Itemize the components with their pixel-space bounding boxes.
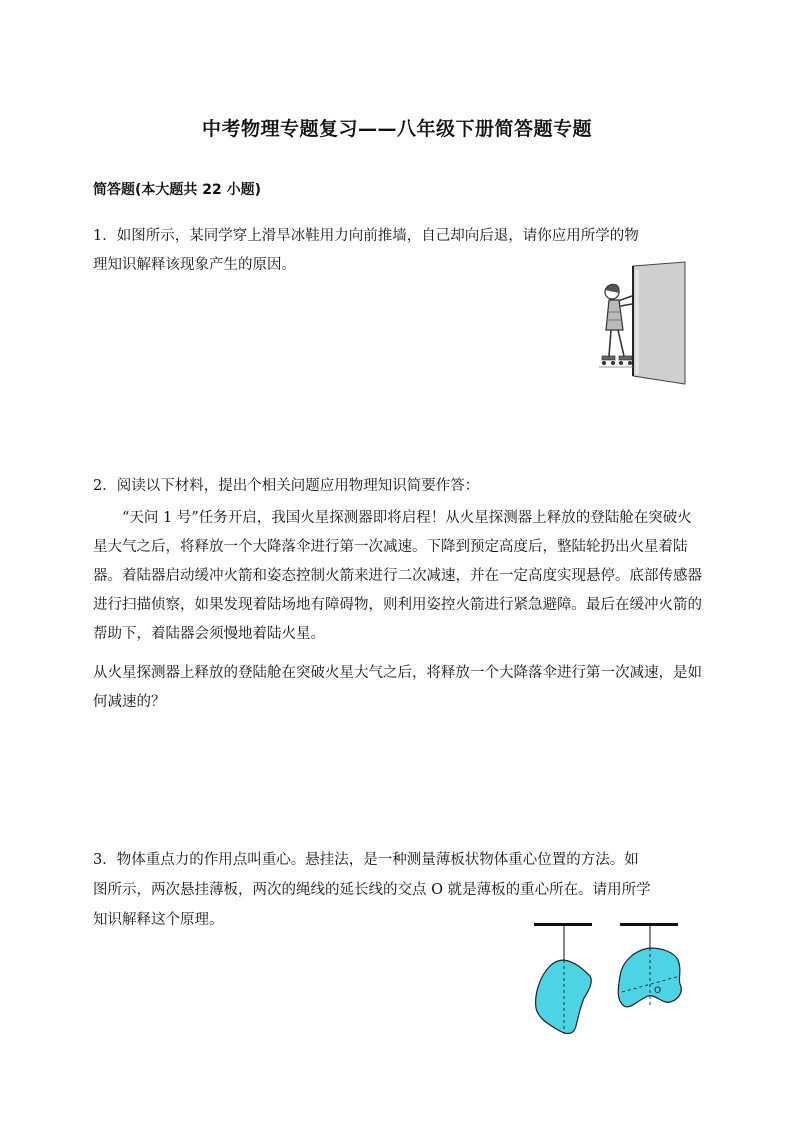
question-2-intro: 2．阅读以下材料，提出个相关问题应用物理知识简要作答： (93, 478, 480, 494)
wall-shape (633, 262, 685, 384)
left-suspension-bar (534, 923, 592, 926)
question-2-material: “天问 1 号”任务开启，我国火星探测器即将启程！从火星探测器上释放的登陆舱在突破火星大气之后，将释放一个大降落伞进行第一次减速。下降到预定高度后，整陆轮扔出火星着陆器。着陆器启动缓冲火箭和姿态控制火箭来进行二次减速，并在一定高度实现悬停。底部传感器进行扫描侦察，如果发现着陆场地有障碍物，则利用姿控火箭进行紧急避障。最后在缓冲火箭的帮助下，着陆器会须慢地着陆火星。 (93, 510, 702, 642)
section-heading: 简答题(本大题共 22 小题) (93, 182, 262, 198)
question-3-line-1: 3．物体重点力的作用点叫重心。悬挂法，是一种测量薄板状物体重心位置的方法。如 (93, 852, 639, 868)
question-1-line-1: 1．如图所示，某同学穿上滑旱冰鞋用力向前推墙，自己却向后退，请你应用所学的物 (93, 228, 639, 244)
left-plate-shape (536, 960, 592, 1033)
question-2-question: 从火星探测器上释放的登陆舱在突破火星大气之后，将释放一个大降落伞进行第一次减速，是如何减速的？ (93, 665, 702, 710)
center-of-gravity-label: O (654, 986, 662, 996)
question-3-line-2: 图所示，两次悬挂薄板，两次的绳线的延长线的交点 O 就是薄板的重心所在。请用所学 (93, 882, 651, 898)
page-title: 中考物理专题复习——八年级下册简答题专题 (201, 118, 592, 140)
person-pushing-wall-figure (597, 260, 689, 386)
question-1-line-2: 理知识解释该现象产生的原因。 (93, 257, 296, 273)
right-suspension-bar (620, 923, 678, 926)
suspended-plate-figure (528, 918, 694, 1042)
question-3-line-3: 知识解释这个原理。 (93, 912, 224, 928)
